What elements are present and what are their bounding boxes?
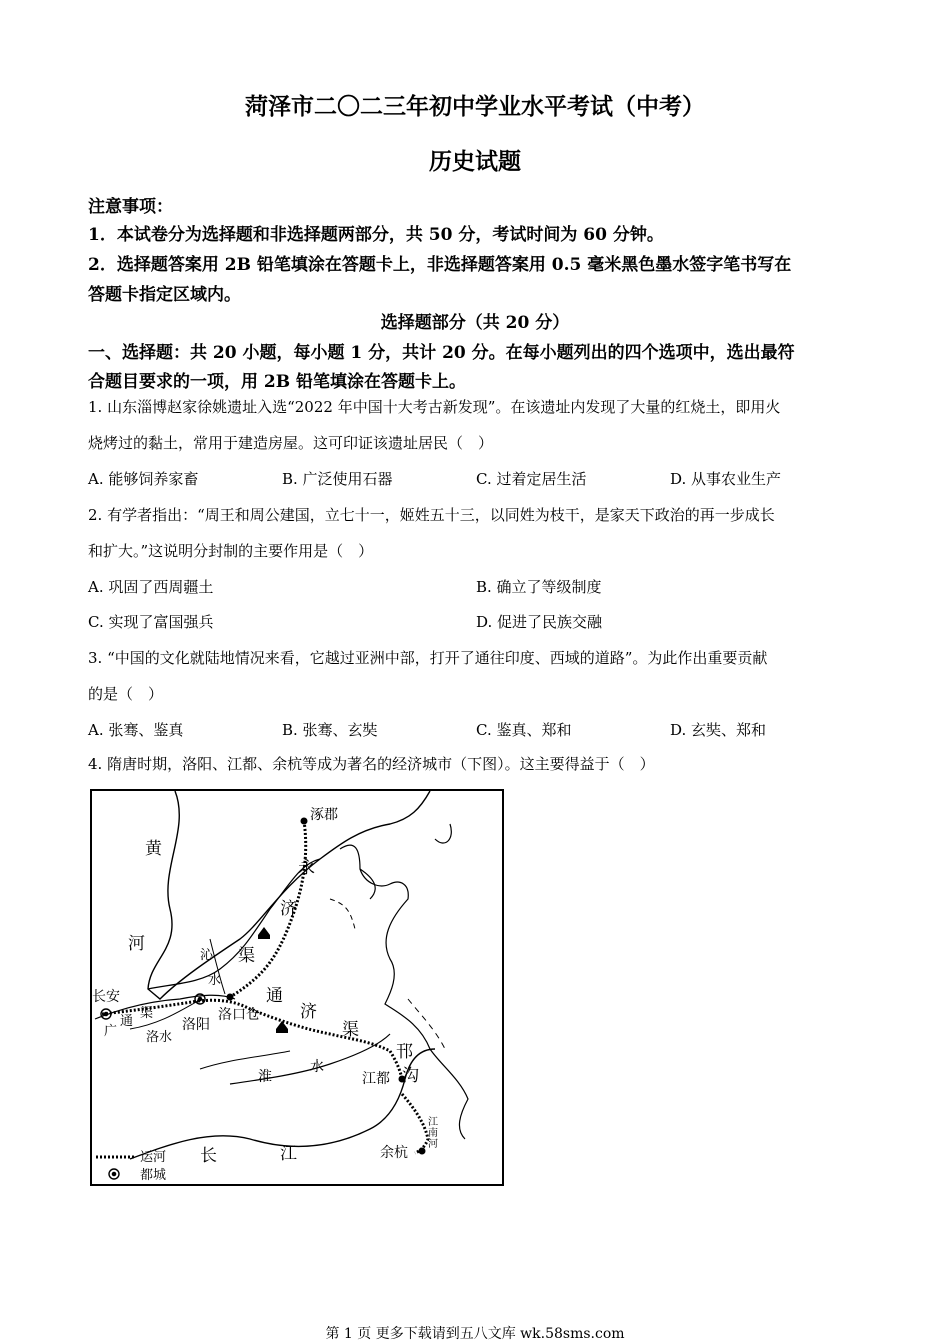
map-label-qu-3: 渠 [342,1020,359,1040]
map-label-shui: 水 [208,973,222,988]
map-label-yuhang: 余杭 [380,1145,408,1161]
question-3-option-c: C. 鉴真、郑和 [476,721,572,739]
notice-item-1: 1．本试卷分为选择题和非选择题两部分，共 50 分，考试时间为 60 分钟。 [88,225,664,245]
question-4-line-1: 4. 隋唐时期，洛阳、江都、余杭等成为著名的经济城市（下图）。这主要得益于（ ） [88,755,655,773]
notice-item-2-line-1: 2．选择题答案用 2B 铅笔填涂在答题卡上，非选择题答案用 0.5 毫米黑色墨水签字笔书写在 [88,255,792,275]
yangtze-river [130,1049,435,1159]
map-label-chang: 长 [200,1146,217,1166]
question-3-option-a: A. 张骞、鉴真 [88,721,184,739]
map-label-huai: 淮 [258,1069,272,1085]
question-2-option-d: D. 促进了民族交融 [476,613,603,631]
yellow-river-branch [148,859,320,989]
map-label-qu-2: 渠 [140,1006,154,1021]
legend-canal-label: 运河 [140,1150,167,1165]
changan-marker-dot [104,1012,108,1016]
question-1-option-c: C. 过着定居生活 [476,470,587,488]
map-label-he: 河 [128,934,145,954]
luoyang-marker-dot [198,997,202,1001]
map-label-qu-1: 渠 [238,946,255,966]
question-1-option-d: D. 从事农业生产 [670,470,782,488]
granary-icon [258,927,270,939]
coastline-detail [360,824,451,899]
map-label-luokoucang: 洛口仓 [218,1007,260,1023]
map-label-qin: 沁 [200,948,214,963]
map-label-jiangnanhe: 江南河 [428,1117,438,1150]
zhuojun-marker [301,818,307,824]
map-label-ji-2: 济 [300,1002,317,1022]
granary-icon [276,1021,288,1033]
map-label-luoshui: 洛水 [146,1030,173,1045]
map-label-changan: 长安 [92,989,120,1005]
section-intro-line-2: 合题目要求的一项，用 2B 铅笔填涂在答题卡上。 [88,372,467,392]
question-1-option-a: A. 能够饲养家畜 [88,470,199,488]
yuhang-marker [419,1148,425,1154]
map-label-huang: 黄 [145,839,162,859]
question-2-line-2: 和扩大。”这说明分封制的主要作用是（ ） [88,542,374,560]
section-heading: 选择题部分（共 20 分） [380,313,570,333]
question-3-line-2: 的是（ ） [88,685,164,703]
question-2-option-a: A. 巩固了西周疆土 [88,578,214,596]
map-label-jiangdu: 江都 [362,1071,390,1087]
page-footer: 第 1 页 更多下载请到五八文库 wk.58sms.com [325,1326,625,1342]
map-label-tong-1: 通 [120,1014,134,1029]
question-1-line-1: 1. 山东淄博赵家徐姚遗址入选“2022 年中国十大考古新发现”。在该遗址内发现了大量的红烧土，即用火 [88,398,781,416]
question-1-option-b: B. 广泛使用石器 [282,470,393,488]
legend-capital-label: 都城 [140,1168,167,1183]
map-label-luoyang: 洛阳 [182,1017,210,1033]
map-label-zhuojun: 涿郡 [310,807,338,823]
map-label-yong: 永 [298,858,315,878]
question-1-line-2: 烧烤过的黏土，常用于建造房屋。这可印证该遗址居民（ ） [88,434,494,452]
map-label-jiang: 江 [280,1144,297,1164]
grand-canal-map [90,789,504,1186]
question-2-line-1: 2. 有学者指出：“周王和周公建国，立七十一，姬姓五十三，以同姓为枝干，是家天下政治的再一步成长 [88,506,775,524]
section-intro-line-1: 一、选择题：共 20 小题，每小题 1 分，共计 20 分。在每小题列出的四个选项中，选出最符 [88,343,795,363]
luokoucang-marker [227,994,233,1000]
question-2-option-c: C. 实现了富国强兵 [88,613,214,631]
map-label-han: 邗 [396,1042,413,1062]
map-label-shui-2: 水 [310,1059,324,1075]
legend-capital-symbol-dot [112,1172,116,1176]
question-3-option-d: D. 玄奘、郑和 [670,721,767,739]
huai-branch [200,1051,290,1069]
notice-heading: 注意事项： [88,197,173,217]
notice-item-2-line-2: 答题卡指定区域内。 [88,285,241,305]
map-label-guang: 广 [104,1024,118,1039]
map-label-ji-1: 济 [280,899,297,919]
map-label-tong-2: 通 [266,986,283,1006]
yellow-river [148,791,430,999]
page-subtitle: 历史试题 [429,148,521,175]
question-2-option-b: B. 确立了等级制度 [476,578,602,596]
question-3-option-b: B. 张骞、玄奘 [282,721,378,739]
border-dashed [330,899,355,929]
question-3-line-1: 3. “中国的文化就陆地情况来看，它越过亚洲中部，打开了通往印度、西域的道路”。为此作出重要贡献 [88,649,768,667]
map-label-gou: 沟 [402,1066,419,1086]
page-title: 菏泽市二〇二三年初中学业水平考试（中考） [245,93,705,120]
